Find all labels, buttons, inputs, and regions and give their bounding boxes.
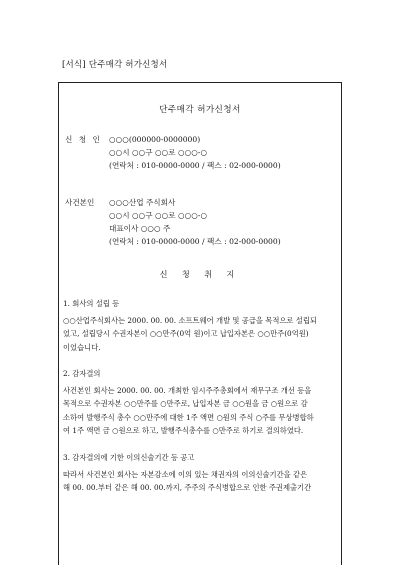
section-line: ○○산업주식회사는 2000. 00. 00. 소프트웨어 개발 및 공급을 목적으로 설립되 bbox=[63, 316, 317, 326]
section-heading: 1. 회사의 설립 등 bbox=[63, 299, 120, 308]
section-line: 었고, 설립당시 수권자본이 ○○만주(0억 원)이고 납입자본은 ○○만주(0억원) bbox=[63, 329, 309, 339]
principal-key: 사건본인 bbox=[65, 198, 95, 207]
section-line: 목적으로 수권자본 ○○만주를 ○만주로, 납입자본 금 ○○원을 금 ○원으로 감 bbox=[63, 399, 308, 409]
section-line: 소하여 발행주식 총수 ○○만주에 대한 1주 액면 ○원의 주식 ○주를 무상병합하 bbox=[63, 412, 314, 422]
section-heading: 3. 감자결의에 기한 이의신술기간 등 공고 bbox=[63, 453, 195, 462]
section-line: 여 1주 액면 금 ○원으로 하고, 발행주식총수를 ○만주로 하기로 결의하였다. bbox=[63, 425, 304, 435]
form-label: [서식] 단주매각 허가신청서 bbox=[62, 60, 168, 70]
section-3 bbox=[63, 451, 339, 495]
section-1 bbox=[63, 297, 339, 354]
document-box bbox=[58, 82, 342, 565]
principal-address: ○○시 ○○구 ○○로 ○○○-○ bbox=[109, 211, 208, 220]
principal-block bbox=[65, 196, 281, 248]
principal-company: ○○○산업 주식회사 bbox=[109, 198, 176, 207]
applicant-name: ○○○(000000-0000000) bbox=[109, 135, 201, 144]
section-line: 사건본인 회사는 2000. 00. 00. 개최한 임시주주총회에서 재무구조 개선 등을 bbox=[63, 386, 312, 396]
section-line: 이었습니다. bbox=[63, 342, 101, 352]
applicant-block bbox=[65, 133, 281, 172]
principal-contact: (연락처 : 010-0000-0000 / 팩스 : 02-000-0000) bbox=[109, 237, 281, 246]
section-line: 해 00. 00.부터 같은 해 00. 00.까지, 주주의 주식병합으로 인한 주권제출기간 bbox=[63, 483, 312, 493]
section-2 bbox=[63, 367, 339, 437]
applicant-key: 신 청 인 bbox=[65, 135, 102, 144]
section-heading: 2. 감자결의 bbox=[63, 369, 101, 378]
principal-representative: 대표이사 ○○○ 주 bbox=[109, 224, 171, 233]
purpose-heading: 신 청 취 지 bbox=[159, 270, 241, 279]
section-line: 따라서 사건본인 회사는 자본감소에 이의 있는 채권자의 이의신술기간을 같은 bbox=[63, 470, 308, 480]
document-title: 단주매각 허가신청서 bbox=[159, 105, 241, 115]
applicant-address: ○○시 ○○구 ○○로 ○○○-○ bbox=[109, 148, 208, 157]
applicant-contact: (연락처 : 010-0000-0000 / 팩스 : 02-000-0000) bbox=[109, 161, 281, 170]
